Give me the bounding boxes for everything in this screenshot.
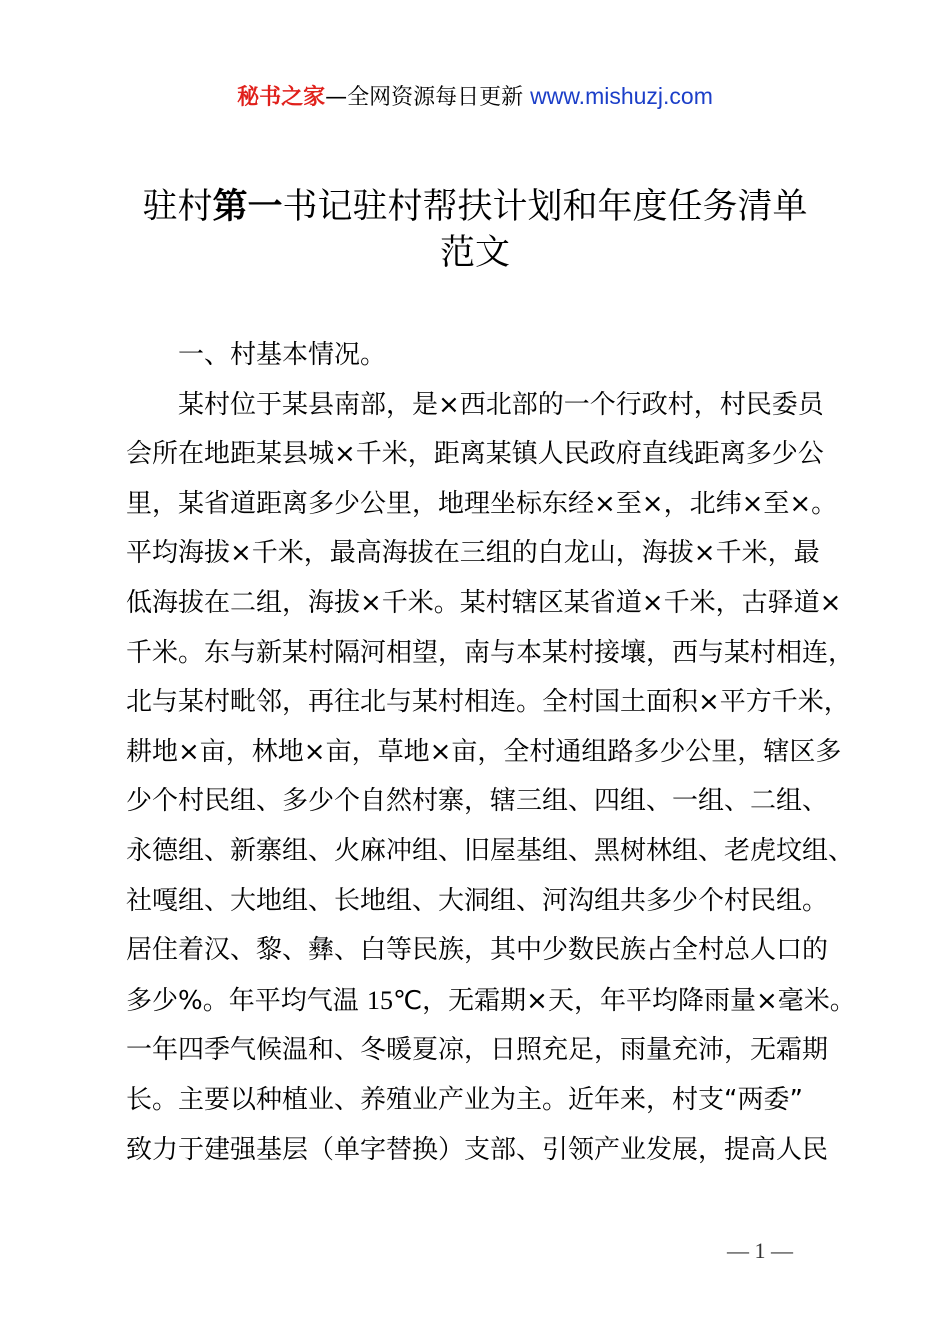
site-header [0,80,950,114]
paragraph-line: 社嘎组、大地组、长地组、大洞组、河沟组共多少个村民组。 [126,885,829,916]
site-url[interactable]: www.mishuzj.com [530,83,713,109]
paragraph-line: 平均海拔×千米，最高海拔在三组的白龙山，海拔×千米，最 [126,538,820,569]
paragraph-line: 耕地×亩，林地×亩，草地×亩，全村通组路多少公里，辖区多 [126,736,842,767]
title-bold-part: 第一 [212,187,283,227]
paragraph-line: 里，某省道距离多少公里，地理坐标东经×至×，北纬×至×。 [126,488,838,519]
temp-line-after: ℃，无霜期×天，年平均降雨量×毫米。 [392,985,856,1016]
temp-line-before: 多少%。年平均气温 [126,985,367,1016]
paragraph-line: 千米。东与新某村隔河相望，南与本某村接壤，西与某村相连， [126,637,855,668]
temperature-value: 15 [366,985,393,1015]
paragraph-line: 长。主要以种植业、养殖业产业为主。近年来，村支“两委” [126,1084,803,1115]
paragraph-line: 某村位于某县南部，是×西北部的一个行政村，村民委员 [178,389,824,420]
paragraph-line: 会所在地距某县城×千米，距离某镇人民政府直线距离多少公 [126,439,824,470]
brand-name: 秘书之家 [237,85,326,110]
title-line-2: 范文 [439,233,510,273]
paragraph-line: 致力于建强基层（单字替换）支部、引领产业发展，提高人民 [126,1134,829,1165]
paragraph-line: 少个村民组、多少个自然村寨，辖三组、四组、一组、二组、 [126,786,829,817]
title-line-1 [120,184,830,230]
title-part-2: 书记驻村帮扶计划和年度任务清单 [282,187,808,227]
paragraph-line: 一年四季气候温和、冬暖夏凉，日照充足，雨量充沛，无霜期 [126,1035,829,1066]
paragraph-line: 低海拔在二组，海拔×千米。某村辖区某省道×千米，古驿道× [126,587,842,618]
header-tagline: —全网资源每日更新 [325,85,531,110]
paragraph [126,381,856,1176]
document-title [120,184,830,276]
paragraph-line: 北与某村毗邻，再往北与某村相连。全村国土面积×平方千米， [126,687,850,718]
paragraph-line: 居住着汉、黎、彝、白等民族，其中少数民族占全村总人口的 [126,935,829,966]
title-part-1: 驻村 [142,187,213,227]
page-number: — 1 — [727,1238,793,1263]
section-heading: 一、村基本情况。 [178,340,387,370]
paragraph-line: 永德组、新寨组、火麻冲组、旧屋基组、黑树林组、老虎坟组、 [126,835,855,866]
paragraph-line-temperature [126,976,856,1027]
document-body [126,331,856,1175]
